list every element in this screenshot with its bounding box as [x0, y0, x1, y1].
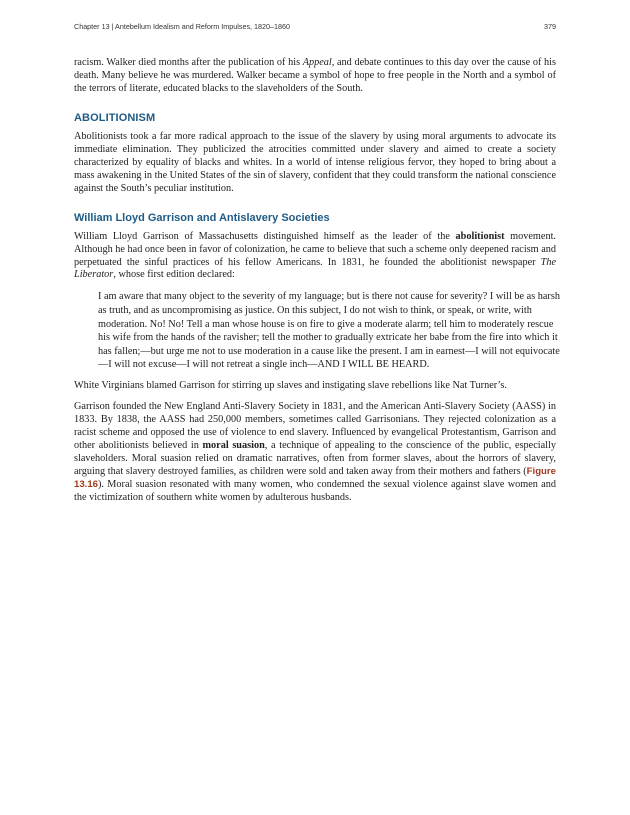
- key-term-moral-suasion: moral suasion: [202, 439, 265, 451]
- garrison-text-a: William Lloyd Garrison of Massachusetts distinguished himself as the leader of the: [74, 230, 456, 242]
- subsection-heading-garrison: William Lloyd Garrison and Antislavery Societies: [74, 211, 330, 224]
- page-number: 379: [544, 22, 556, 31]
- figure-link[interactable]: Figure 13.16: [74, 465, 556, 490]
- chapter-title: Chapter 13 | Antebellum Idealism and Reform Impulses, 1820–1860: [74, 22, 291, 31]
- intro-paragraph: [74, 57, 556, 96]
- liberator-quote: I am aware that many object to the severity of my language; but is there not cause for severity? I will be as harsh as truth, and as uncompromising as justice. On this subject, I do not wish to think, or speak, or write, with moderation. No! No! Tell a man whose house is on fire to give a moderate alarm; tell him to moderately rescue his wife from the hands of the ravisher; tell the mother to gradually extricate her babe from the fire into which it has fallen;—but urge me not to use moderation in a cause like the present. I am in earnest—I will not equivocate—I will not excuse—I will not retreat a single inch—AND I WILL BE HEARD.: [98, 291, 560, 371]
- intro-text-a: racism. Walker died months after the publication of his: [74, 57, 303, 68]
- liberator-title: The Liberator: [74, 256, 556, 281]
- garrison-p3-text-a: Garrison founded the New England Anti-Slavery Society in 1831, and the American Anti-Slavery Society (AASS) in 1833. By 1838, the AASS had 250,000 members, sometimes called Garrisonians. They rejected colonization as a racist scheme and opposed the use of violence to end slavery. Influenced by evangelical Protestantism, Garrison and other abolitionists believed in: [74, 400, 556, 451]
- garrison-p3-text-c: ). Moral suasion resonated with many women, who condemned the sexual violence against slave women and the victimization of southern white women by adulterous husbands.: [74, 478, 556, 503]
- intro-text-b: , and debate continues to this day over the cause of his death. Many believe he was murdered. Walker became a symbol of hope to free people in the North and a symbol of the terrors of literate, educated blacks to the slaveholders of the South.: [74, 57, 556, 94]
- appeal-title: Appeal: [302, 57, 332, 68]
- running-header: [74, 22, 556, 34]
- page-content: [74, 57, 560, 505]
- garrison-text-c: , whose first edition declared:: [113, 269, 235, 281]
- garrison-p3-text-b: , a technique of appealing to the conscience of the public, especially slaveholders. Moral suasion relied on dramatic narratives, often from former slaves, about the horrors of slavery, arguing that slavery destroyed families, as children were sold and taken away from their mothers and fathers (: [74, 439, 557, 477]
- key-term-abolitionist: abolitionist: [455, 230, 505, 242]
- abolitionism-paragraph: Abolitionists took a far more radical approach to the issue of the slavery by using moral arguments to advocate its immediate elimination. They publicized the atrocities committed under slavery and aimed to create a society characterized by equality of blacks and whites. In a world of intense religious fervor, they hoped to bring about a mass awakening in the United States of the sin of slavery, confident that they could transform the national conscience against the South’s peculiar institution.: [74, 130, 556, 194]
- garrison-paragraph-1: [74, 231, 556, 283]
- garrison-text-b: movement. Although he had once been in favor of colonization, he came to believe that such a scheme only deepened racism and perpetuated the sinful practices of his fellow Americans. In 1831, he founded the abolitionist newspaper: [74, 230, 556, 268]
- section-heading-abolitionism: ABOLITIONISM: [74, 111, 156, 124]
- garrison-paragraph-2: White Virginians blamed Garrison for stirring up slaves and instigating slave rebellions like Nat Turner’s.: [74, 380, 507, 391]
- garrison-paragraph-3: [74, 401, 556, 505]
